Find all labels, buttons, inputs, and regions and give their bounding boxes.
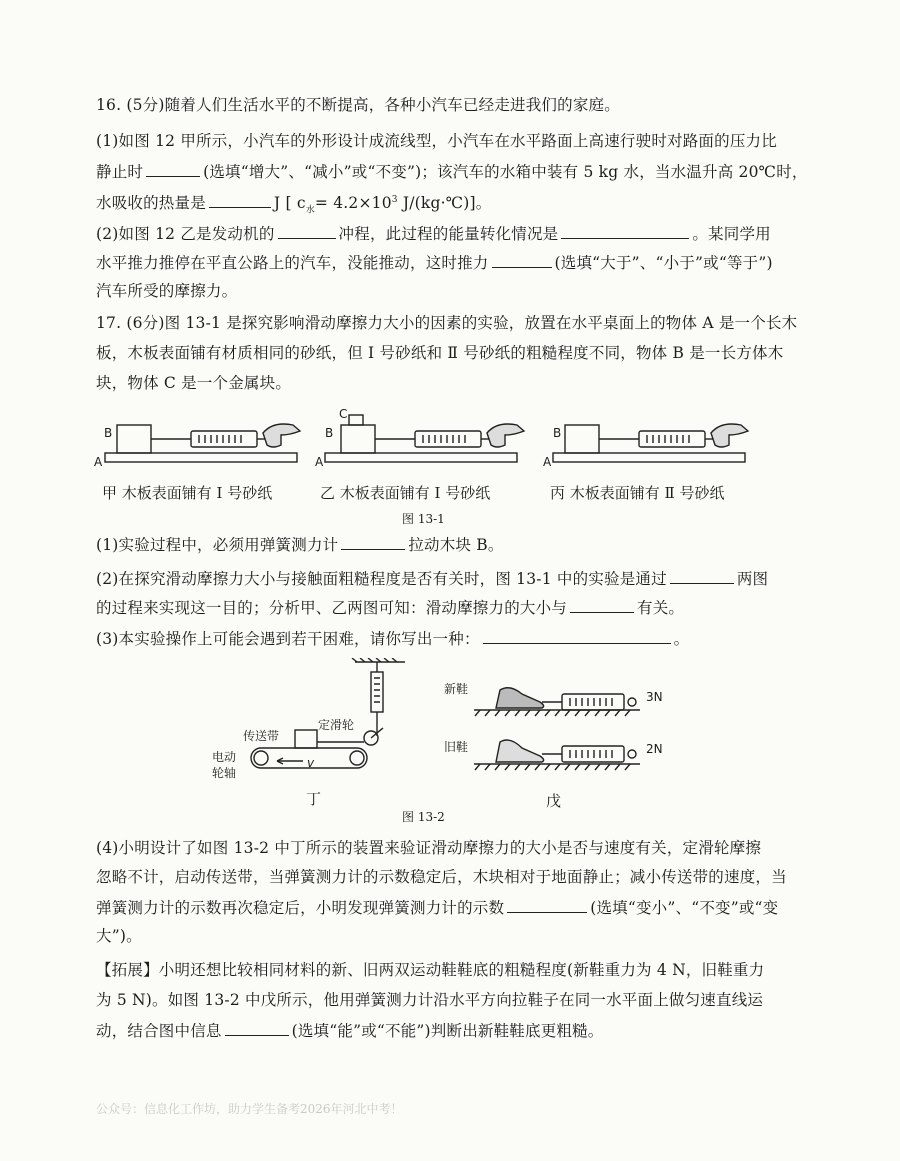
label-b-bing: B [553,426,562,440]
q16-part1-line3 [96,189,816,221]
velocity-label: v [307,756,315,770]
figure-13-1-drawings [95,405,805,475]
q17-part4-line1: (4)小明设计了如图 13-2 中丁所示的装置来验证滑动摩擦力的大小是否与速度有关，定滑轮摩擦 [96,839,762,857]
hand-bing [711,424,748,447]
text: (选填“大于”、“小于”或“等于”) [554,254,773,272]
text: (选填“增大”、“减小”或“不变”)；该汽车的水箱中装有 5 kg 水，当水温升高 20℃时， [203,163,808,181]
superscript: 3 [391,195,398,205]
block-c-yi [349,415,363,425]
q17-stem-line1: 17. (6分)图 13-1 是探究影响滑动摩擦力大小的因素的实验，放置在水平桌面上的物体 A 是一个长木 [96,314,798,332]
board-a-jia [105,453,297,462]
text: (2)在探究滑动摩擦力大小与接触面粗糙程度是否有关时，图 13-1 中的实验是通过 [96,570,667,588]
q16-part2-line2 [96,251,816,274]
motor-label-line1: 电动 [212,750,237,764]
q17-part4-line4: 大”)。 [96,927,142,945]
q17-part2-line1 [96,567,816,590]
text: 有关。 [637,599,685,617]
q17-ext-line3 [96,1019,816,1042]
force-new-label: 3N [646,690,663,704]
old-shoe [496,740,544,762]
spring-scale-jia [191,431,257,447]
figure-wu-drawing [470,676,650,776]
label-a-bing: A [543,455,552,469]
label-a-yi: A [315,455,324,469]
caption-ding: 丁 [306,790,322,808]
spring-scale-bing [639,431,705,447]
block-b-jia [117,425,151,453]
answer-blank[interactable] [561,222,689,239]
block-b-bing [565,425,599,453]
board-a-yi [325,453,517,462]
motor-axle [254,751,268,765]
figure-13-2-number: 图 13-2 [402,810,445,824]
answer-blank[interactable] [278,222,336,239]
text: 弹簧测力计的示数再次稳定后，小明发现弹簧测力计的示数 [96,899,505,917]
spring-scale-old [562,746,624,762]
q16-stem: 16. (5分)随着人们生活水平的不断提高，各种小汽车已经走进我们的家庭。 [96,96,620,114]
caption-wu: 戊 [546,792,562,810]
spring-scale-new [562,694,624,710]
label-b-jia: B [104,426,113,440]
answer-blank[interactable] [670,567,734,584]
q17-ext-line1: 【拓展】小明还想比较相同材料的新、旧两双运动鞋鞋底的粗糙程度(新鞋重力为 4 N，旧鞋重力 [96,961,765,979]
idle-roller [350,751,364,765]
old-shoe-label: 旧鞋 [444,740,469,754]
q17-part4-line2: 忽略不计，启动传送带，当弹簧测力计的示数稳定后，木块相对于地面静止；减小传送带的速度，当 [96,868,787,886]
q17-stem-line3: 块，物体 C 是一个金属块。 [96,374,292,392]
answer-blank[interactable] [492,251,552,268]
wood-block [295,730,317,748]
pulley-label: 定滑轮 [318,718,355,732]
subscript: 水 [305,205,315,216]
q17-stem-line2: 板，木板表面铺有材质相同的砂纸，但 Ⅰ 号砂纸和 Ⅱ 号砂纸的粗糙程度不同，物体 B 是一长方体木 [96,344,784,362]
q17-ext-line2: 为 5 N)。如图 13-2 中戊所示，他用弹簧测力计沿水平方向拉鞋子在同一水平面上做匀速直线运 [96,991,764,1009]
answer-blank[interactable] [341,533,405,550]
q17-part4-line3 [96,896,816,919]
text: (选填“变小”、“不变”或“变 [590,899,779,917]
answer-blank[interactable] [146,160,200,177]
belt-label: 传送带 [243,729,280,743]
answer-blank[interactable] [570,596,634,613]
text: 。 [673,630,690,648]
label-b-yi: B [325,426,334,440]
figure-13-1-number: 图 13-1 [402,512,445,526]
caption-bing: 丙 木板表面铺有 Ⅱ 号砂纸 [550,484,725,502]
force-old-label: 2N [646,742,663,756]
new-shoe-label: 新鞋 [444,682,469,696]
label-a-jia: A [94,455,103,469]
answer-blank[interactable] [483,627,671,644]
text: 水吸收的热量是 [96,194,206,213]
new-shoe [496,688,544,708]
board-a-bing [553,453,745,462]
q17-part2-line2 [96,596,816,619]
q16-part2-line1 [96,222,816,245]
answer-blank[interactable] [507,896,587,913]
answer-blank[interactable] [225,1019,289,1036]
q16-part2-line3: 汽车所受的摩擦力。 [96,282,238,300]
spring-scale-yi [415,431,481,447]
hand-yi [487,424,524,447]
q16-part1-line1: (1)如图 12 甲所示，小汽车的外形设计成流线型，小汽车在水平路面上高速行驶时对路面的压力比 [96,132,777,150]
text: J [ c [273,194,306,213]
text: 的过程来实现这一目的；分析甲、乙两图可知：滑动摩擦力的大小与 [96,599,568,617]
text: 水平推力推停在平直公路上的汽车，没能推动，这时推力 [96,254,489,272]
block-b-yi [341,425,375,453]
caption-jia: 甲 木板表面铺有 Ⅰ 号砂纸 [102,484,273,502]
hand-jia [263,424,300,447]
text: 冲程，此过程的能量转化情况是 [338,225,559,243]
text: J/(kg·℃)]。 [397,194,492,213]
answer-blank[interactable] [209,191,271,208]
footer-watermark: 公众号：信息化工作坊，助力学生备考2026年河北中考！ [96,1102,403,1116]
caption-yi: 乙 木板表面铺有 Ⅰ 号砂纸 [320,484,491,502]
text: 拉动木块 B。 [408,536,504,554]
q17-part3 [96,627,816,650]
q17-part1 [96,533,816,556]
text: (2)如图 12 乙是发动机的 [96,225,275,243]
text: (1)实验过程中，必须用弹簧测力计 [96,536,339,554]
text: (选填“能”或“不能”)判断出新鞋鞋底更粗糙。 [291,1022,604,1040]
label-c-yi: C [339,407,348,421]
text: 静止时 [96,163,144,181]
q16-part1-line2 [96,160,816,183]
text: (3)本实验操作上可能会遇到若干困难，请你写出一种： [96,630,480,648]
motor-label-line2: 轮轴 [212,766,237,780]
text: = 4.2×10 [314,194,392,213]
text: 。某同学用 [692,225,771,243]
text: 动，结合图中信息 [96,1022,222,1040]
text: 两图 [736,570,769,588]
